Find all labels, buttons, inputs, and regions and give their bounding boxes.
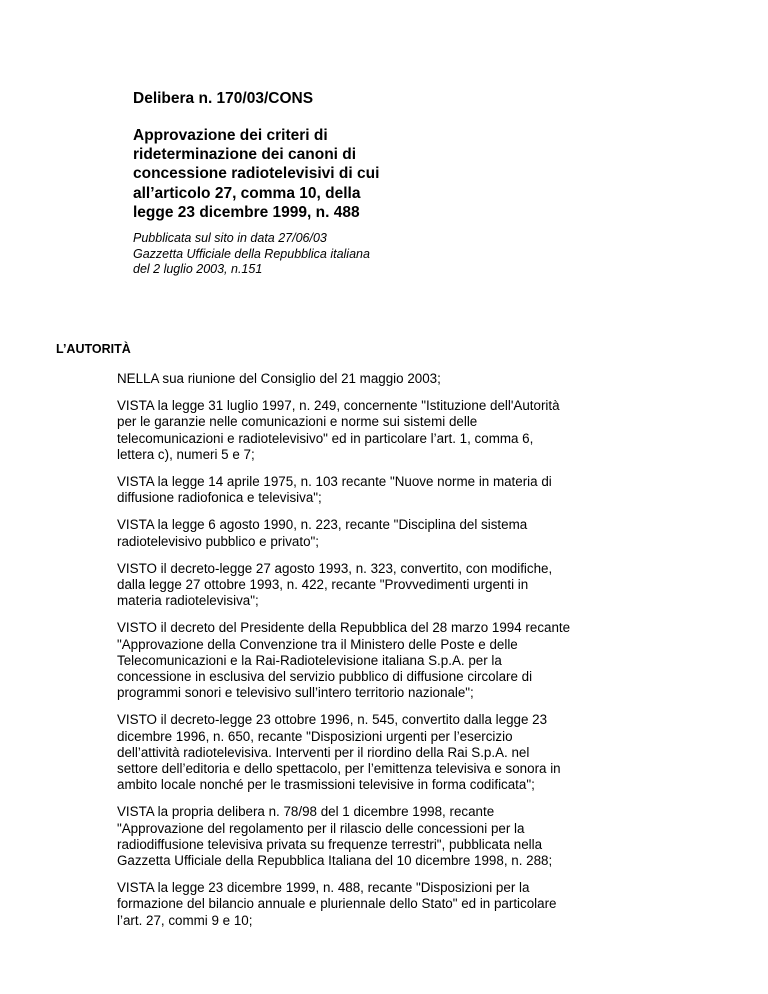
paragraph-line: Gazzetta Ufficiale della Repubblica Italiana del 10 dicembre 1998, n. 288; [117,853,553,869]
paragraph-line: programmi sonori e televisivo sull’intero territorio nazionale"; [117,685,474,701]
paragraph-line: ambito locale nonché per le trasmissioni televisive in forma codificata"; [117,777,535,793]
recital-paragraph [117,880,577,929]
authority-heading: L’AUTORITÀ [56,342,131,356]
paragraph-line: concessione in esclusiva del servizio pubblico di diffusione circolare di [117,669,533,685]
title-line: Approvazione dei criteri di [133,127,328,144]
paragraph-line: dalla legge 27 ottobre 1993, n. 422, recante "Provvedimenti urgenti in [117,577,529,593]
title-line: concessione radiotelevisivi di cui [133,165,380,183]
recital-paragraph [117,474,577,506]
publication-line: Pubblicata sul sito in data 27/06/03 [133,231,327,245]
paragraph-line: VISTO il decreto-legge 27 agosto 1993, n. 323, convertito, con modifiche, [117,560,553,576]
paragraph-line: lettera c), numeri 5 e 7; [117,446,255,462]
paragraph-line: Telecomunicazioni e la Rai-Radiotelevisione italiana S.p.A. per la [117,652,502,668]
paragraph-line: materia radiotelevisiva"; [117,593,259,609]
recital-paragraph [117,398,577,463]
recital-paragraph [117,712,577,793]
paragraph-line: "Approvazione del regolamento per il rilascio delle concessioni per la [117,820,525,836]
paragraph-line: VISTA la propria delibera n. 78/98 del 1 dicembre 1998, recante [117,804,495,820]
paragraph-line: VISTA la legge 6 agosto 1990, n. 223, recante "Disciplina del sistema [117,517,528,533]
title-line: all’articolo 27, comma 10, della [133,184,361,202]
recital-paragraph [117,371,577,387]
paragraph-line: VISTA la legge 14 aprile 1975, n. 103 recante "Nuove norme in materia di [117,474,552,490]
publication-line: Gazzetta Ufficiale della Repubblica italiana [133,246,370,261]
paragraph-line: NELLA sua riunione del Consiglio del 21 maggio 2003; [117,371,441,386]
paragraph-line: VISTA la legge 31 luglio 1997, n. 249, concernente "Istituzione dell'Autorità [117,398,560,414]
paragraph-line: telecomunicazioni e radiotelevisivo" ed in particolare l’art. 1, comma 6, [117,430,534,446]
paragraph-line: per le garanzie nelle comunicazioni e norme sui sistemi delle [117,414,478,430]
recital-paragraph [117,620,577,701]
paragraph-line: VISTA la legge 23 dicembre 1999, n. 488, recante "Disposizioni per la [117,880,530,896]
paragraph-line: VISTO il decreto del Presidente della Repubblica del 28 marzo 1994 recante [117,620,571,636]
paragraph-line: diffusione radiofonica e televisiva"; [117,490,322,506]
paragraph-line: l’art. 27, commi 9 e 10; [117,912,253,928]
document-number: Delibera n. 170/03/CONS [133,90,314,107]
title-line: legge 23 dicembre 1999, n. 488 [133,203,360,221]
paragraph-line: settore dell’editoria e dello spettacolo, per l’emittenza televisiva e sonora in [117,761,561,777]
recital-paragraph [117,561,577,610]
paragraph-line: radiodiffusione televisiva privata su frequenze terrestri", pubblicata nella [117,836,543,852]
recital-paragraph [117,517,577,549]
paragraph-list [117,371,577,940]
document-title [133,126,433,222]
publication-note [133,231,370,278]
recital-paragraph [117,804,577,869]
paragraph-line: dell’attività radiotelevisiva. Interventi per il riordino della Rai S.p.A. nel [117,744,530,760]
paragraph-line: radiotelevisivo pubblico e privato"; [117,533,320,549]
title-line: rideterminazione dei canoni di [133,146,357,164]
paragraph-line: "Approvazione della Convenzione tra il Ministero delle Poste e delle [117,636,518,652]
paragraph-line: dicembre 1996, n. 650, recante "Disposizioni urgenti per l’esercizio [117,728,513,744]
paragraph-line: VISTO il decreto-legge 23 ottobre 1996, n. 545, convertito dalla legge 23 [117,712,548,728]
publication-line: del 2 luglio 2003, n.151 [133,262,263,276]
paragraph-line: formazione del bilancio annuale e pluriennale dello Stato" ed in particolare [117,896,557,912]
